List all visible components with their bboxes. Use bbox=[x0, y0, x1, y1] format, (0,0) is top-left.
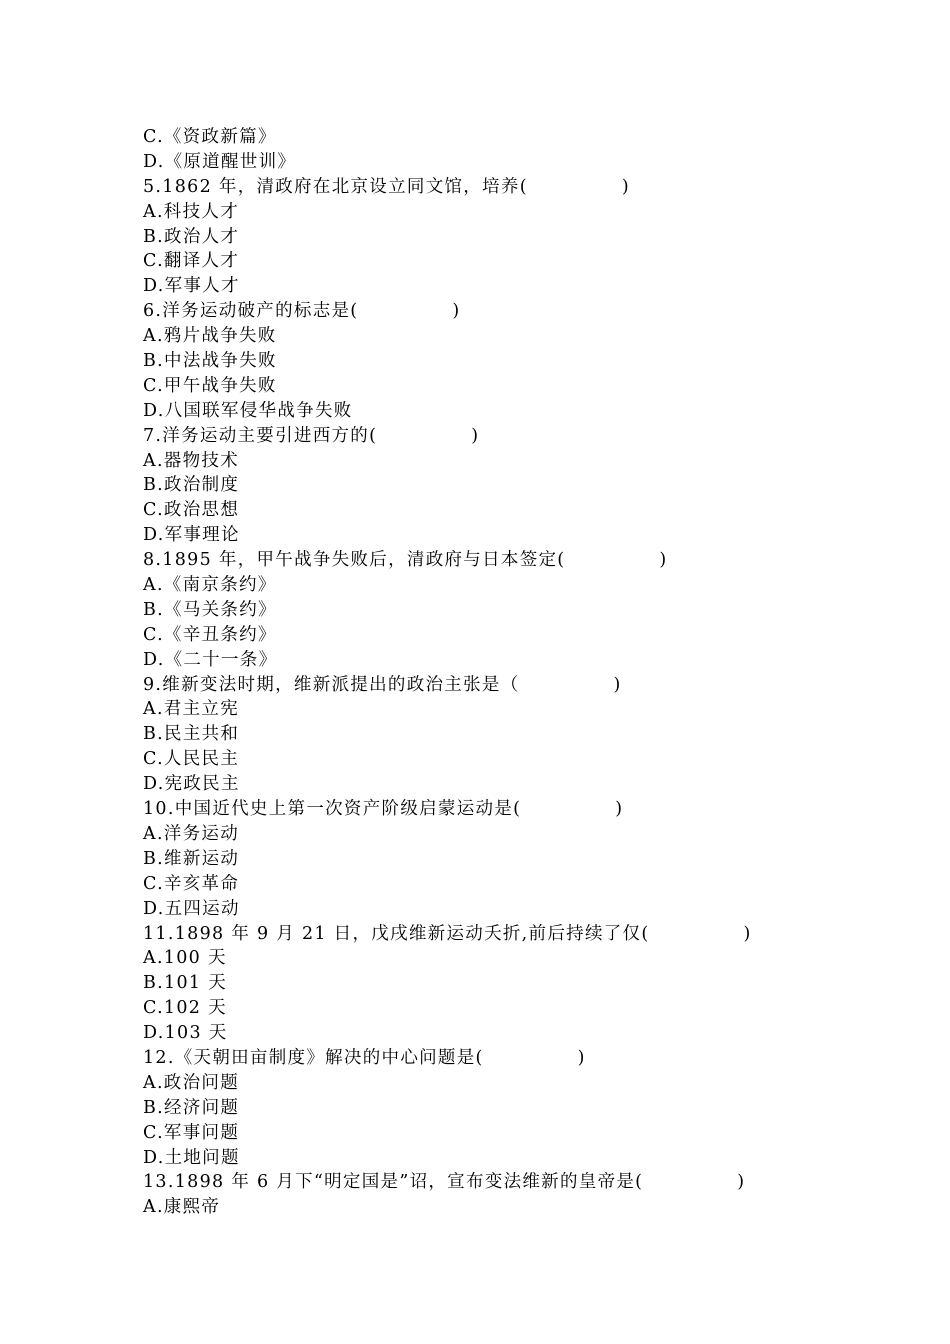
option-text: D.103 天 bbox=[143, 1023, 228, 1044]
option-text: B.政治人才 bbox=[143, 226, 240, 247]
option-text: A.康熙帝 bbox=[143, 1197, 221, 1218]
option-text: A.器物技术 bbox=[143, 450, 240, 471]
option-text: B.101 天 bbox=[143, 973, 227, 994]
option-text: D.《二十一条》 bbox=[143, 649, 278, 670]
option-text: B.维新运动 bbox=[143, 848, 240, 869]
document-body bbox=[143, 125, 903, 1220]
question-text: 11.1898 年 9 月 21 日，戊戌维新运动夭折,前后持续了仅( ) bbox=[143, 923, 752, 944]
option-text: B.政治制度 bbox=[143, 475, 240, 496]
option-text: C.人民民主 bbox=[143, 749, 240, 770]
option-text: D.军事理论 bbox=[143, 525, 240, 546]
option-text: B.《马关条约》 bbox=[143, 599, 277, 620]
option-text: C.《辛丑条约》 bbox=[143, 624, 277, 645]
question-text: 10.中国近代史上第一次资产阶级启蒙运动是( ) bbox=[143, 799, 624, 820]
option-text: A.鸦片战争失败 bbox=[143, 326, 277, 347]
question-text: 6.洋务运动破产的标志是( ) bbox=[143, 301, 461, 322]
option-text: A.科技人才 bbox=[143, 201, 240, 222]
option-text: C.102 天 bbox=[143, 998, 227, 1019]
option-text: D.八国联军侵华战争失败 bbox=[143, 400, 353, 421]
question-text: 5.1862 年，清政府在北京设立同文馆，培养( ) bbox=[143, 176, 630, 197]
option-text: B.中法战争失败 bbox=[143, 351, 277, 372]
option-text: C.翻译人才 bbox=[143, 251, 240, 272]
option-text: A.100 天 bbox=[143, 948, 227, 969]
option-text: A.政治问题 bbox=[143, 1072, 240, 1093]
option-text: D.宪政民主 bbox=[143, 774, 240, 795]
question-text: 12.《天朝田亩制度》解决的中心问题是( ) bbox=[143, 1047, 586, 1068]
option-text: B.民主共和 bbox=[143, 724, 240, 745]
option-text: A.君主立宪 bbox=[143, 699, 240, 720]
question-text: 7.洋务运动主要引进西方的( ) bbox=[143, 425, 480, 446]
option-text: C.辛亥革命 bbox=[143, 873, 240, 894]
option-text: C.《资政新篇》 bbox=[143, 127, 277, 147]
option-text: B.经济问题 bbox=[143, 1097, 240, 1118]
option-text: A.《南京条约》 bbox=[143, 575, 277, 596]
option-text: D.五四运动 bbox=[143, 898, 240, 919]
option-text: D.土地问题 bbox=[143, 1147, 240, 1168]
option-text: D.军事人才 bbox=[143, 276, 240, 297]
option-text: C.甲午战争失败 bbox=[143, 375, 277, 396]
option-text: A.洋务运动 bbox=[143, 823, 240, 844]
option-text: C.军事问题 bbox=[143, 1122, 240, 1143]
option-text: C.政治思想 bbox=[143, 500, 240, 521]
question-text: 8.1895 年，甲午战争失败后，清政府与日本签定( ) bbox=[143, 550, 668, 571]
question-text: 13.1898 年 6 月下“明定国是”诏，宣布变法维新的皇帝是( ) bbox=[143, 1172, 746, 1193]
question-text: 9.维新变法时期，维新派提出的政治主张是（ ) bbox=[143, 674, 622, 695]
option-text: D.《原道醒世训》 bbox=[143, 151, 297, 172]
